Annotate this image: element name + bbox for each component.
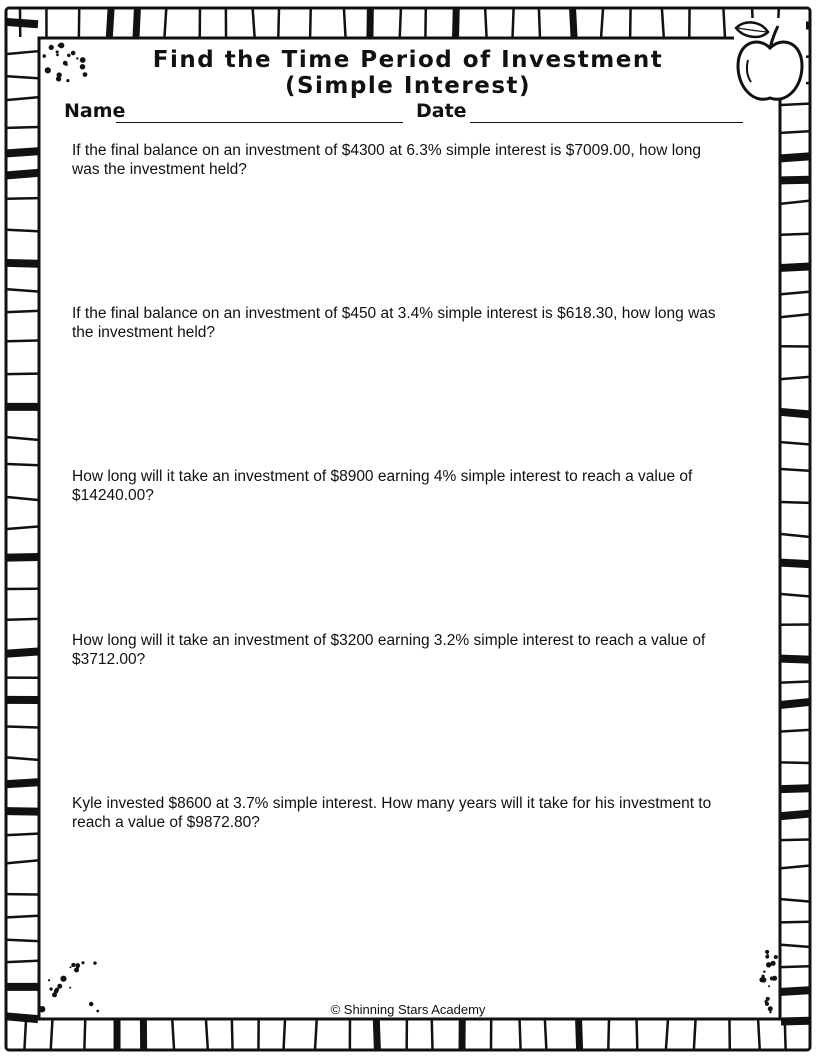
copyright-footer: © Shinning Stars Academy	[330, 1002, 486, 1017]
question-3: How long will it take an investment of $8900 earning 4% simple interest to reach a value of $14240.00?	[72, 468, 693, 504]
worksheet-subtitle: (Simple Interest)	[284, 73, 532, 99]
date-field-line[interactable]	[470, 122, 743, 123]
worksheet-title: Find the Time Period of Investment	[152, 47, 664, 73]
name-label: Name	[64, 100, 126, 122]
question-1: If the final balance on an investment of $4300 at 6.3% simple interest is $7009.00, how long was the investment held?	[72, 142, 702, 178]
date-label: Date	[416, 100, 467, 122]
question-5: Kyle invested $8600 at 3.7% simple interest. How many years will it take for his investment to reach a value of $9872.80?	[72, 795, 712, 831]
question-2: If the final balance on an investment of $450 at 3.4% simple interest is $618.30, how long was the investment held?	[72, 305, 716, 341]
question-4: How long will it take an investment of $3200 earning 3.2% simple interest to reach a value of $3712.00?	[72, 632, 706, 668]
name-field-line[interactable]	[116, 122, 403, 123]
